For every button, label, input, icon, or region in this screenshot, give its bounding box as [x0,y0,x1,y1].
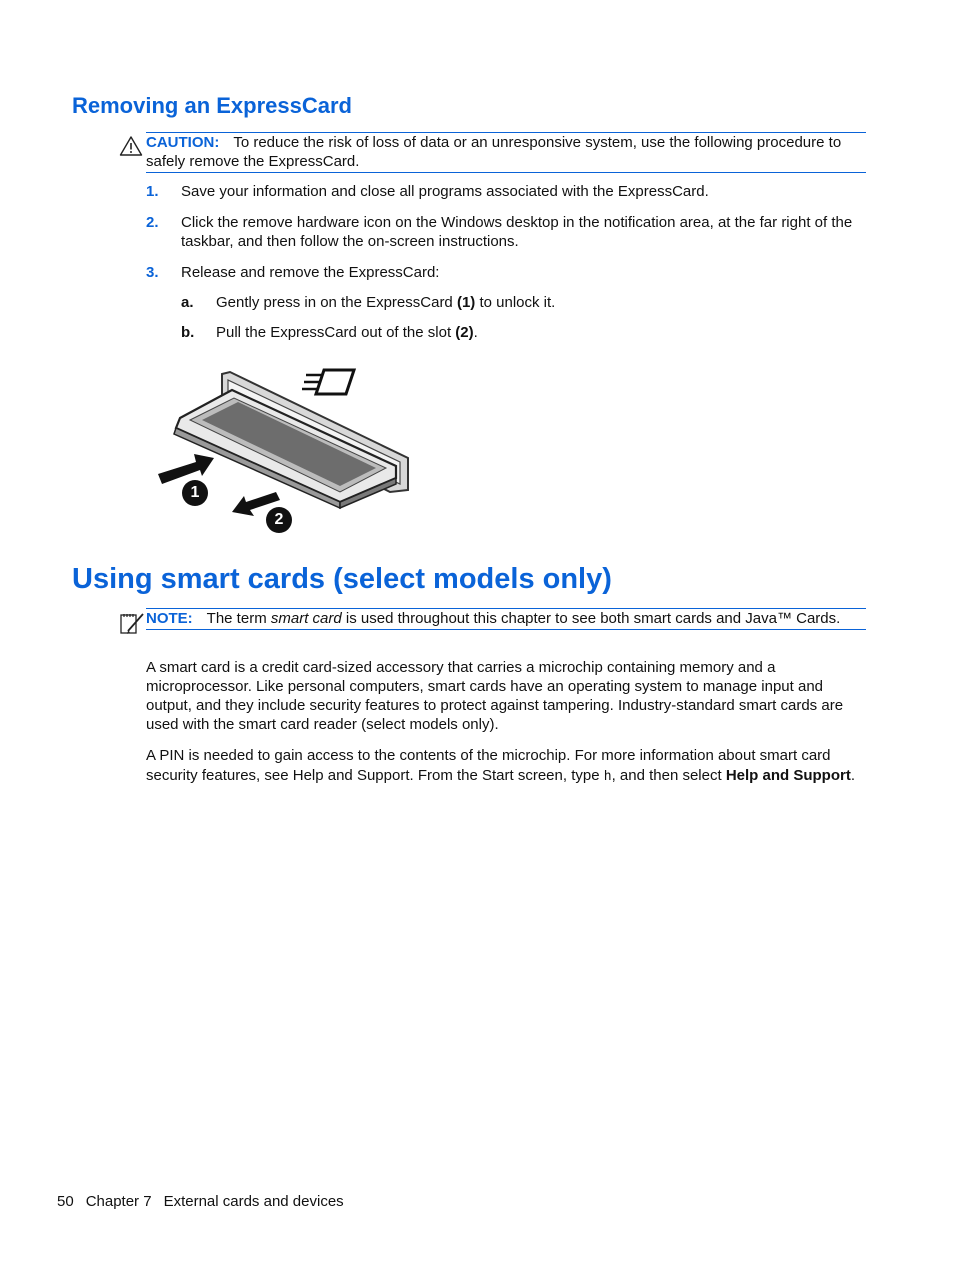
step-number: 2. [146,214,159,231]
caution-text: To reduce the risk of loss of data or an unresponsive system, use the following procedure to safely remove the ExpressCard. [146,134,842,170]
note-label: NOTE: [146,610,193,627]
substep-letter: a. [181,294,194,311]
step-text: Click the remove hardware icon on the Windows desktop in the notification area, at the far right of the taskbar, and then follow the on-screen instructions. [181,214,853,250]
note-box [146,608,866,630]
expresscard-illustration [150,362,415,540]
note-icon [119,611,143,635]
warning-icon [119,135,143,159]
substep-letter: b. [181,324,195,341]
pin-paragraph: A PIN is needed to gain access to the contents of the microchip. For more information about smart card security features, see Help and Support. From the Start screen, type h, and then select Help and Support. [146,747,855,784]
step-number: 1. [146,183,159,200]
section-heading: Removing an ExpressCard [72,93,352,118]
note-text: The term smart card is used throughout this chapter to see both smart cards and Java™ Cards. [206,610,841,627]
callout-2-badge: 2 [266,507,292,533]
footer-title: External cards and devices [163,1193,344,1210]
page-number: 50 [57,1193,74,1210]
smart-card-description: A smart card is a credit card-sized accessory that carries a microchip containing memory and a microprocessor. Like personal computers, smart cards have an operating system to manage input and output, and they include security features to protect against tampering. Industry-standard smart cards are used with the smart card reader (select models only). [146,659,844,733]
callout-1-badge: 1 [182,480,208,506]
substep-text: Pull the ExpressCard out of the slot (2). [216,324,478,341]
step-text: Release and remove the ExpressCard: [181,264,440,281]
step-text: Save your information and close all programs associated with the ExpressCard. [181,183,709,200]
page-footer [57,1192,356,1211]
footer-chapter: Chapter 7 [85,1193,152,1210]
caution-label: CAUTION: [146,134,220,151]
chapter-section-heading: Using smart cards (select models only) [72,563,612,595]
caution-box [146,132,866,173]
substep-text: Gently press in on the ExpressCard (1) to unlock it. [216,294,556,311]
step-number: 3. [146,264,159,281]
